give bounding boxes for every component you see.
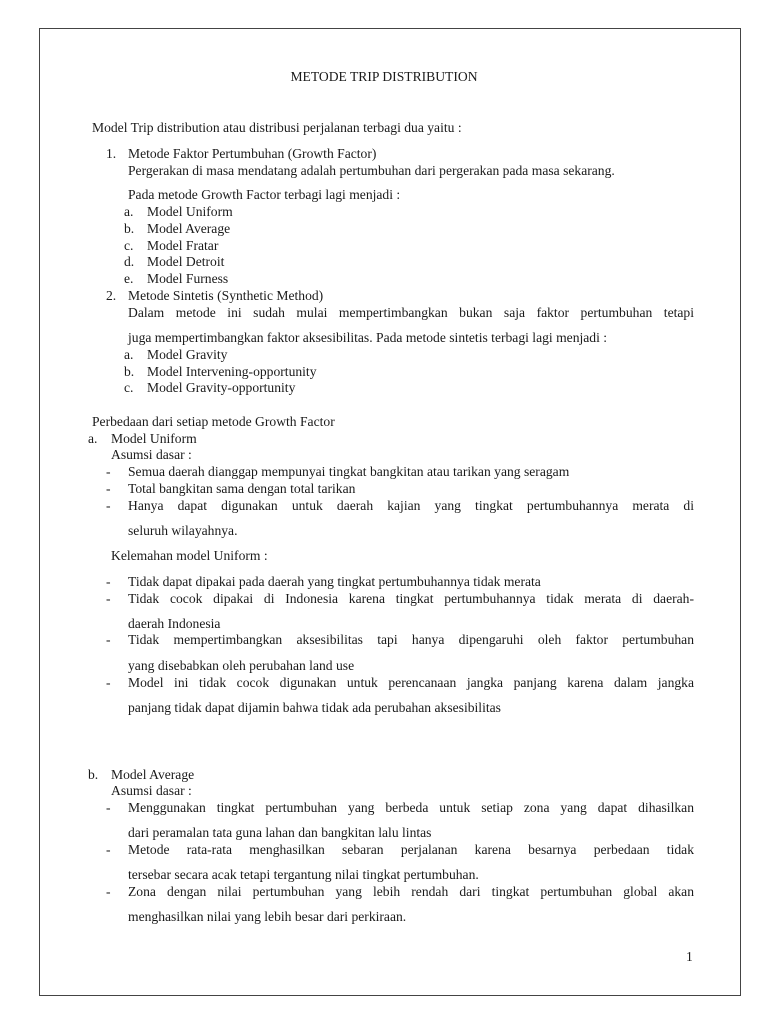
uniform-assumption: Hanya dapat digunakan untuk daerah kajian yang tingkat pertumbuhannya merata di <box>128 498 694 513</box>
page-number: 1 <box>686 949 693 964</box>
section-2-description: juga mempertimbangkan faktor aksesibilitas. Pada metode sintetis terbagi lagi menjadi : <box>128 330 608 345</box>
bullet: - <box>106 591 111 606</box>
list-marker: d. <box>124 254 135 269</box>
section-2-heading: Metode Sintetis (Synthetic Method) <box>128 288 324 303</box>
uniform-weakness: Tidak mempertimbangkan aksesibilitas tapi hanya dipengaruhi oleh faktor pertumbuhan <box>128 632 694 647</box>
bullet: - <box>106 464 111 479</box>
uniform-weakness-label: Kelemahan model Uniform : <box>111 548 268 563</box>
bullet: - <box>106 800 111 815</box>
section-2-description: Dalam metode ini sudah mulai mempertimbangkan bukan saja faktor pertumbuhan tetapi <box>128 305 694 320</box>
list-item: Model Uniform <box>147 204 233 219</box>
uniform-weakness-cont: yang disebabkan oleh perubahan land use <box>128 658 355 673</box>
list-item: Model Intervening-opportunity <box>147 364 317 379</box>
average-assumption: Zona dengan nilai pertumbuhan yang lebih rendah dari tingkat pertumbuhan global akan <box>128 884 694 899</box>
average-assumption-cont: menghasilkan nilai yang lebih besar dari perkiraan. <box>128 909 407 924</box>
uniform-assumption: Semua daerah dianggap mempunyai tingkat bangkitan atau tarikan yang seragam <box>128 464 570 479</box>
uniform-assumption-cont: seluruh wilayahnya. <box>128 523 238 538</box>
intro-text: Model Trip distribution atau distribusi perjalanan terbagi dua yaitu : <box>92 120 462 135</box>
average-marker: b. <box>88 767 99 782</box>
uniform-marker: a. <box>88 431 98 446</box>
list-marker: b. <box>124 221 135 236</box>
bullet: - <box>106 632 111 647</box>
bullet: - <box>106 675 111 690</box>
list-item: Model Average <box>147 221 231 236</box>
uniform-heading: Model Uniform <box>111 431 197 446</box>
uniform-assumption: Total bangkitan sama dengan total tarikan <box>128 481 356 496</box>
section-1-number: 1. <box>106 146 117 161</box>
average-assumption: Menggunakan tingkat pertumbuhan yang berbeda untuk setiap zona yang dapat dihasilkan <box>128 800 694 815</box>
list-marker: c. <box>124 238 134 253</box>
section-1-description: Pergerakan di masa mendatang adalah pertumbuhan dari pergerakan pada masa sekarang. <box>128 163 615 178</box>
average-assumption-cont: tersebar secara acak tetapi tergantung nilai tingkat pertumbuhan. <box>128 867 479 882</box>
bullet: - <box>106 481 111 496</box>
uniform-weakness: Tidak dapat dipakai pada daerah yang tingkat pertumbuhannya tidak merata <box>128 574 541 589</box>
list-marker: e. <box>124 271 134 286</box>
list-marker: c. <box>124 380 134 395</box>
list-item: Model Gravity-opportunity <box>147 380 296 395</box>
bullet: - <box>106 498 111 513</box>
list-marker: a. <box>124 347 134 362</box>
list-item: Model Fratar <box>147 238 219 253</box>
section-1-heading: Metode Faktor Pertumbuhan (Growth Factor) <box>128 146 377 161</box>
bullet: - <box>106 574 111 589</box>
uniform-assumption-label: Asumsi dasar : <box>111 447 192 462</box>
uniform-weakness: Tidak cocok dipakai di Indonesia karena tingkat pertumbuhannya tidak merata di daerah- <box>128 591 694 606</box>
section-2-number: 2. <box>106 288 117 303</box>
average-assumption-label: Asumsi dasar : <box>111 783 192 798</box>
differences-heading: Perbedaan dari setiap metode Growth Factor <box>92 414 335 429</box>
average-assumption: Metode rata-rata menghasilkan sebaran perjalanan karena besarnya perbedaan tidak <box>128 842 694 857</box>
list-marker: a. <box>124 204 134 219</box>
uniform-weakness: Model ini tidak cocok digunakan untuk perencanaan jangka panjang karena dalam jangka <box>128 675 694 690</box>
list-marker: b. <box>124 364 135 379</box>
list-item: Model Detroit <box>147 254 225 269</box>
section-1-subintro: Pada metode Growth Factor terbagi lagi menjadi : <box>128 187 401 202</box>
bullet: - <box>106 884 111 899</box>
average-assumption-cont: dari peramalan tata guna lahan dan bangkitan lalu lintas <box>128 825 432 840</box>
document-title: METODE TRIP DISTRIBUTION <box>290 69 478 84</box>
average-heading: Model Average <box>111 767 195 782</box>
uniform-weakness-cont: panjang tidak dapat dijamin bahwa tidak ada perubahan aksesibilitas <box>128 700 501 715</box>
bullet: - <box>106 842 111 857</box>
uniform-weakness-cont: daerah Indonesia <box>128 616 221 631</box>
list-item: Model Furness <box>147 271 229 286</box>
list-item: Model Gravity <box>147 347 228 362</box>
